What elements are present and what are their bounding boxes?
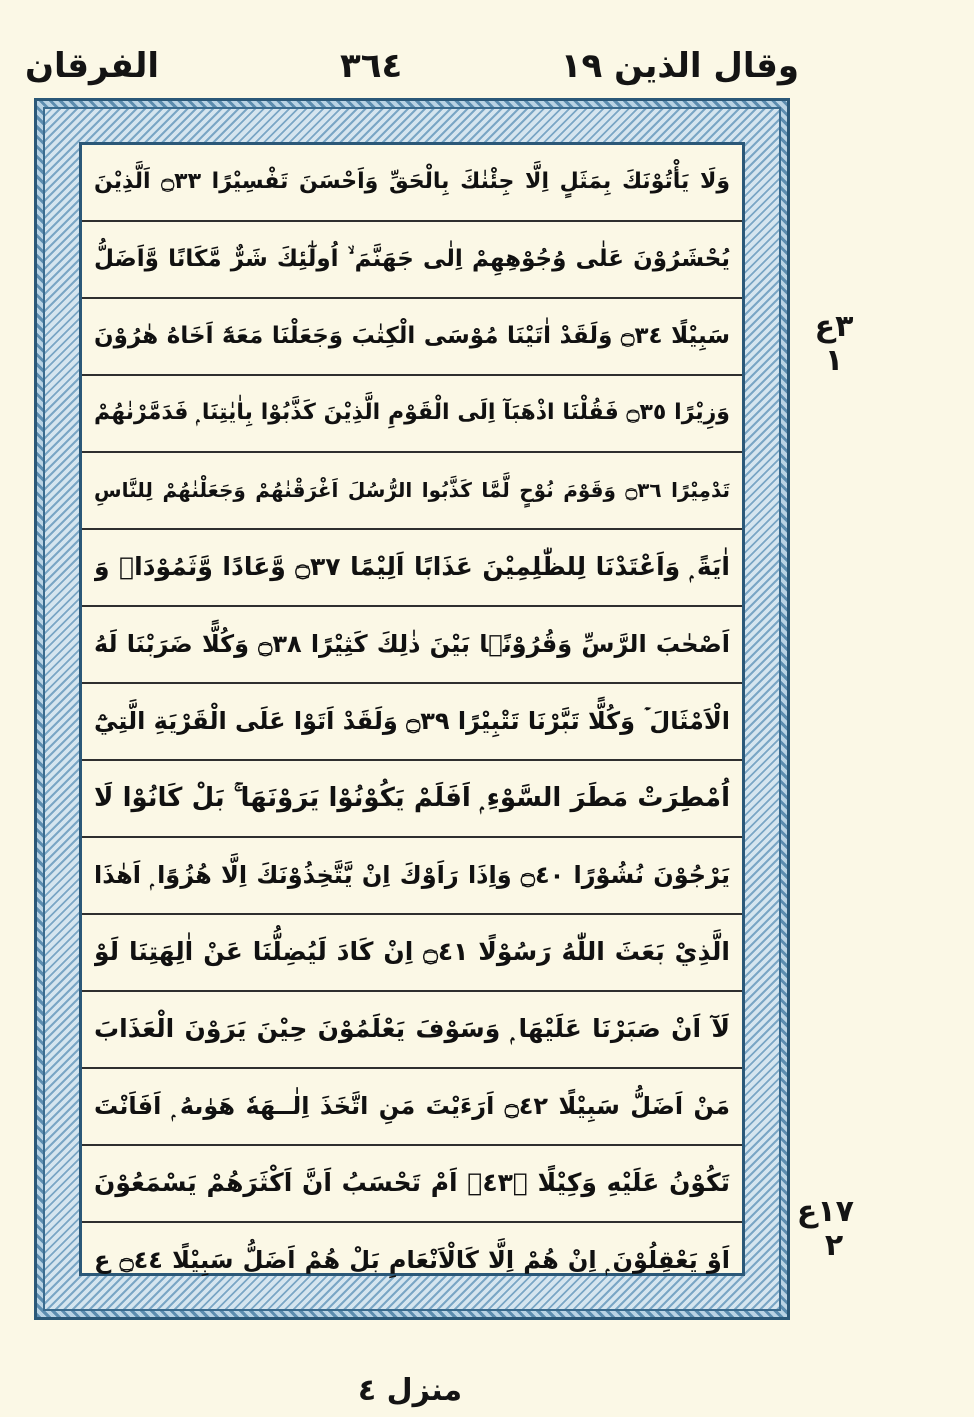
text-line-content: الَّذِيْ بَعَثَ اللّٰهُ رَسُوْلًا ۝٤١ اِنْ كَادَ لَيُضِلُّنَا عَنْ اٰلِهَتِنَا لَوْ	[94, 937, 730, 966]
text-line	[82, 299, 742, 376]
text-line-content: مَنْ اَضَلُّ سَبِيْلًا ۝٤٢ اَرَءَيْتَ مَنِ اتَّخَذَ اِلٰــهَهٗ هَوٰىهُ ۭ اَفَاَنْتَ	[94, 1092, 730, 1120]
ruku-marker-bottom: ١٧ع ٢	[796, 1194, 854, 1263]
text-line	[82, 684, 742, 761]
text-line	[82, 530, 742, 607]
page-header	[0, 0, 974, 95]
text-line	[82, 222, 742, 299]
text-line-content: يَرْجُوْنَ نُشُوْرًا ۝٤٠ وَاِذَا رَاَوْكَ اِنْ يَّتَّخِذُوْنَكَ اِلَّا هُزُوًا ۭ اَهٰذَا	[94, 861, 730, 889]
text-line-content: سَبِيْلًا ۝٣٤ وَلَقَدْ اٰتَيْنَا مُوْسَى الْكِتٰبَ وَجَعَلْنَا مَعَهٗٓ اَخَاهُ هٰرُوْنَ	[94, 323, 730, 349]
text-line	[82, 915, 742, 992]
text-line-content: وَلَا يَأْتُوْنَكَ بِمَثَلٍ اِلَّا جِئْنٰكَ بِالْحَقِّ وَاَحْسَنَ تَفْسِيْرًا ۝٣٣ اَلَّذِيْنَ	[94, 169, 730, 194]
ornamental-border	[34, 98, 790, 1320]
text-line-content: اُمْطِرَتْ مَطَرَ السَّوْءِ ۭ اَفَلَمْ يَكُوْنُوْا يَرَوْنَهَا ۚ بَلْ كَانُوْا لَا	[94, 783, 730, 813]
text-line	[82, 607, 742, 684]
surah-name: الفرقان	[25, 46, 160, 86]
text-line-content: اَوْ يَعْقِلُوْنَ ۭ اِنْ هُمْ اِلَّا كَالْاَنْعَامِ بَلْ هُمْ اَضَلُّ سَبِيْلًا ۝٤٤ ع	[94, 1246, 730, 1274]
ruku-marker-top: ٣ع ١	[814, 309, 854, 378]
text-line-content: اٰيَةً ۭ وَاَعْتَدْنَا لِلظّٰلِمِيْنَ عَذَابًا اَلِيْمًا ۝٣٧ وَّعَادًا وَّثَمُوْدَا۟ وَ	[94, 552, 730, 581]
text-line	[82, 1223, 742, 1300]
text-line	[82, 1069, 742, 1146]
text-line	[82, 761, 742, 838]
page-number: ٣٦٤	[340, 46, 403, 86]
text-line	[82, 1146, 742, 1223]
ornamental-border-inner	[43, 107, 781, 1311]
juz-title: وقال الذين ١٩	[560, 46, 799, 86]
text-line	[82, 992, 742, 1069]
text-line	[82, 376, 742, 453]
text-line-content: اَصْحٰبَ الرَّسِّ وَقُرُوْنًۢا بَيْنَ ذٰلِكَ كَثِيْرًا ۝٣٨ وَكُلًّا ضَرَبْنَا لَهُ	[94, 630, 730, 658]
text-line	[82, 145, 742, 222]
text-line-content: لَآ اَنْ صَبَرْنَا عَلَيْهَا ۭ وَسَوْفَ يَعْلَمُوْنَ حِيْنَ يَرَوْنَ الْعَذَابَ	[94, 1014, 730, 1043]
text-line	[82, 453, 742, 530]
text-line	[82, 838, 742, 915]
text-line-content: وَزِيْرًا ۝٣٥ فَقُلْنَا اذْهَبَآ اِلَى الْقَوْمِ الَّذِيْنَ كَذَّبُوْا بِاٰيٰتِنَا ۭ فَدَمَّرْنٰهُمْ	[94, 400, 730, 425]
text-panel	[79, 142, 745, 1276]
manzil-footer: منزل ٤	[357, 1373, 463, 1408]
text-line-content: الْاَمْثَالَ ۡ وَكُلًّا تَبَّرْنَا تَتْبِيْرًا ۝٣٩ وَلَقَدْ اَتَوْا عَلَى الْقَرْيَةِ الَّتِيْٓ	[94, 707, 730, 735]
text-line-content: يُحْشَرُوْنَ عَلٰى وُجُوْهِهِمْ اِلٰى جَهَنَّمَ ۙ اُولٰٓئِكَ شَرٌّ مَّكَانًا وَّاَضَلُّ	[94, 246, 730, 272]
text-line-content: تَكُوْنُ عَلَيْهِ وَكِيْلًا ۝٤٣ۙ اَمْ تَحْسَبُ اَنَّ اَكْثَرَهُمْ يَسْمَعُوْنَ	[94, 1168, 730, 1197]
text-line-content: تَدْمِيْرًا ۝٣٦ وَقَوْمَ نُوْحٍ لَّمَّا كَذَّبُوا الرُّسُلَ اَغْرَقْنٰهُمْ وَجَعَلْنٰهُمْ لِلنَّاسِ	[94, 478, 730, 502]
